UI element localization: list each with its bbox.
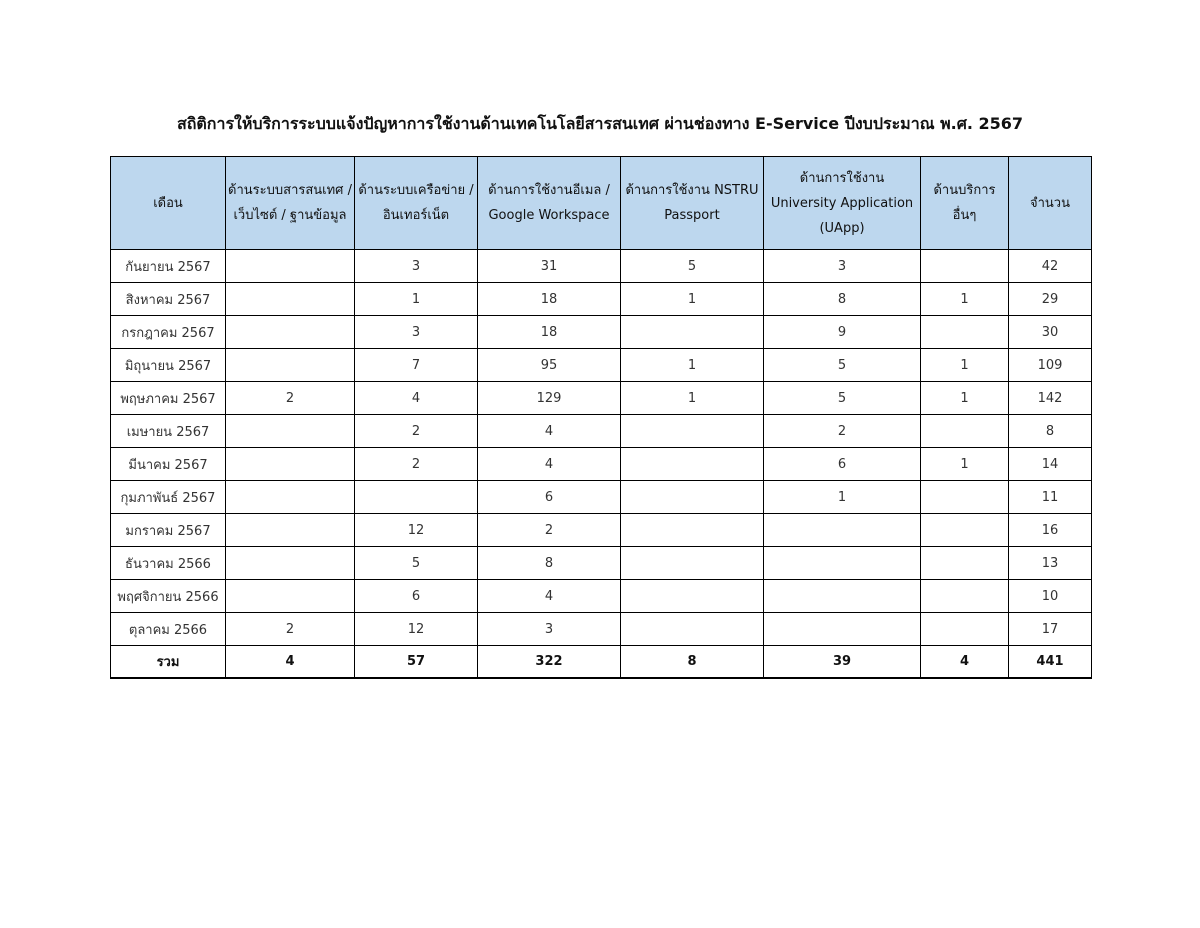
network-cell: 12	[355, 613, 478, 646]
other-services-cell	[921, 415, 1009, 448]
information-systems-cell	[226, 415, 355, 448]
nstru-passport-cell	[621, 613, 764, 646]
total-cell: 441	[1009, 646, 1092, 679]
other-services-cell	[921, 580, 1009, 613]
other-services-cell: 1	[921, 349, 1009, 382]
network-cell: 4	[355, 382, 478, 415]
row-total-cell: 142	[1009, 382, 1092, 415]
row-total-cell: 29	[1009, 283, 1092, 316]
other-services-cell	[921, 250, 1009, 283]
row-total-cell: 14	[1009, 448, 1092, 481]
total-cell: 4	[226, 646, 355, 679]
month-cell: พฤศจิกายน 2566	[111, 580, 226, 613]
network-cell: 5	[355, 547, 478, 580]
header-month: เดือน	[111, 157, 226, 250]
network-cell: 1	[355, 283, 478, 316]
other-services-cell	[921, 514, 1009, 547]
uapp-cell	[764, 547, 921, 580]
nstru-passport-cell	[621, 316, 764, 349]
statistics-table	[110, 156, 1092, 679]
month-cell: พฤษภาคม 2567	[111, 382, 226, 415]
uapp-cell: 2	[764, 415, 921, 448]
uapp-cell: 1	[764, 481, 921, 514]
table-row	[111, 514, 1092, 547]
information-systems-cell: 2	[226, 382, 355, 415]
email-workspace-cell: 4	[478, 580, 621, 613]
header-uapp: ด้านการใช้งาน University Application (UApp)	[764, 157, 921, 250]
total-cell: 322	[478, 646, 621, 679]
uapp-cell: 8	[764, 283, 921, 316]
table-row	[111, 349, 1092, 382]
email-workspace-cell: 18	[478, 283, 621, 316]
nstru-passport-cell	[621, 514, 764, 547]
nstru-passport-cell	[621, 415, 764, 448]
information-systems-cell: 2	[226, 613, 355, 646]
total-label-cell: รวม	[111, 646, 226, 679]
header-nstru-passport: ด้านการใช้งาน NSTRU Passport	[621, 157, 764, 250]
total-cell: 8	[621, 646, 764, 679]
month-cell: ตุลาคม 2566	[111, 613, 226, 646]
email-workspace-cell: 18	[478, 316, 621, 349]
table-row	[111, 580, 1092, 613]
nstru-passport-cell	[621, 448, 764, 481]
network-cell	[355, 481, 478, 514]
table-header	[111, 157, 1092, 250]
email-workspace-cell: 4	[478, 415, 621, 448]
uapp-cell: 9	[764, 316, 921, 349]
table-body	[111, 250, 1092, 646]
total-row	[111, 646, 1092, 679]
network-cell: 7	[355, 349, 478, 382]
uapp-cell	[764, 514, 921, 547]
uapp-cell: 5	[764, 349, 921, 382]
information-systems-cell	[226, 514, 355, 547]
month-cell: กุมภาพันธ์ 2567	[111, 481, 226, 514]
uapp-cell	[764, 580, 921, 613]
header-row	[111, 157, 1092, 250]
total-cell: 57	[355, 646, 478, 679]
email-workspace-cell: 8	[478, 547, 621, 580]
information-systems-cell	[226, 481, 355, 514]
row-total-cell: 11	[1009, 481, 1092, 514]
nstru-passport-cell	[621, 547, 764, 580]
month-cell: มิถุนายน 2567	[111, 349, 226, 382]
uapp-cell: 3	[764, 250, 921, 283]
network-cell: 2	[355, 415, 478, 448]
table-row	[111, 316, 1092, 349]
row-total-cell: 10	[1009, 580, 1092, 613]
email-workspace-cell: 2	[478, 514, 621, 547]
table-row	[111, 613, 1092, 646]
other-services-cell: 1	[921, 382, 1009, 415]
table-row	[111, 283, 1092, 316]
nstru-passport-cell: 1	[621, 349, 764, 382]
other-services-cell	[921, 613, 1009, 646]
nstru-passport-cell	[621, 481, 764, 514]
table-row	[111, 547, 1092, 580]
information-systems-cell	[226, 316, 355, 349]
month-cell: สิงหาคม 2567	[111, 283, 226, 316]
table-row	[111, 382, 1092, 415]
row-total-cell: 30	[1009, 316, 1092, 349]
document-title: สถิติการให้บริการระบบแจ้งปัญหาการใช้งานด้านเทคโนโลยีสารสนเทศ ผ่านช่องทาง E-Service ปีงบประมาณ พ.ศ. 2567	[176, 114, 1024, 133]
row-total-cell: 109	[1009, 349, 1092, 382]
email-workspace-cell: 4	[478, 448, 621, 481]
month-cell: ธันวาคม 2566	[111, 547, 226, 580]
header-other-services: ด้านบริการอื่นๆ	[921, 157, 1009, 250]
row-total-cell: 17	[1009, 613, 1092, 646]
information-systems-cell	[226, 448, 355, 481]
network-cell: 12	[355, 514, 478, 547]
uapp-cell: 5	[764, 382, 921, 415]
row-total-cell: 42	[1009, 250, 1092, 283]
total-cell: 39	[764, 646, 921, 679]
month-cell: มีนาคม 2567	[111, 448, 226, 481]
information-systems-cell	[226, 547, 355, 580]
table-row	[111, 481, 1092, 514]
table-footer	[111, 646, 1092, 679]
month-cell: เมษายน 2567	[111, 415, 226, 448]
email-workspace-cell: 3	[478, 613, 621, 646]
network-cell: 3	[355, 316, 478, 349]
network-cell: 2	[355, 448, 478, 481]
month-cell: มกราคม 2567	[111, 514, 226, 547]
row-total-cell: 13	[1009, 547, 1092, 580]
uapp-cell: 6	[764, 448, 921, 481]
nstru-passport-cell: 1	[621, 283, 764, 316]
other-services-cell	[921, 547, 1009, 580]
table-row	[111, 448, 1092, 481]
header-network: ด้านระบบเครือข่าย / อินเทอร์เน็ต	[355, 157, 478, 250]
other-services-cell	[921, 316, 1009, 349]
header-total: จำนวน	[1009, 157, 1092, 250]
nstru-passport-cell	[621, 580, 764, 613]
table-row	[111, 250, 1092, 283]
network-cell: 3	[355, 250, 478, 283]
month-cell: กันยายน 2567	[111, 250, 226, 283]
information-systems-cell	[226, 349, 355, 382]
email-workspace-cell: 31	[478, 250, 621, 283]
other-services-cell	[921, 481, 1009, 514]
row-total-cell: 8	[1009, 415, 1092, 448]
nstru-passport-cell: 5	[621, 250, 764, 283]
other-services-cell: 1	[921, 448, 1009, 481]
email-workspace-cell: 6	[478, 481, 621, 514]
information-systems-cell	[226, 250, 355, 283]
email-workspace-cell: 129	[478, 382, 621, 415]
network-cell: 6	[355, 580, 478, 613]
information-systems-cell	[226, 580, 355, 613]
month-cell: กรกฎาคม 2567	[111, 316, 226, 349]
other-services-cell: 1	[921, 283, 1009, 316]
total-cell: 4	[921, 646, 1009, 679]
information-systems-cell	[226, 283, 355, 316]
header-email-workspace: ด้านการใช้งานอีเมล / Google Workspace	[478, 157, 621, 250]
uapp-cell	[764, 613, 921, 646]
row-total-cell: 16	[1009, 514, 1092, 547]
table-row	[111, 415, 1092, 448]
email-workspace-cell: 95	[478, 349, 621, 382]
nstru-passport-cell: 1	[621, 382, 764, 415]
header-information-systems: ด้านระบบสารสนเทศ / เว็บไซต์ / ฐานข้อมูล	[226, 157, 355, 250]
